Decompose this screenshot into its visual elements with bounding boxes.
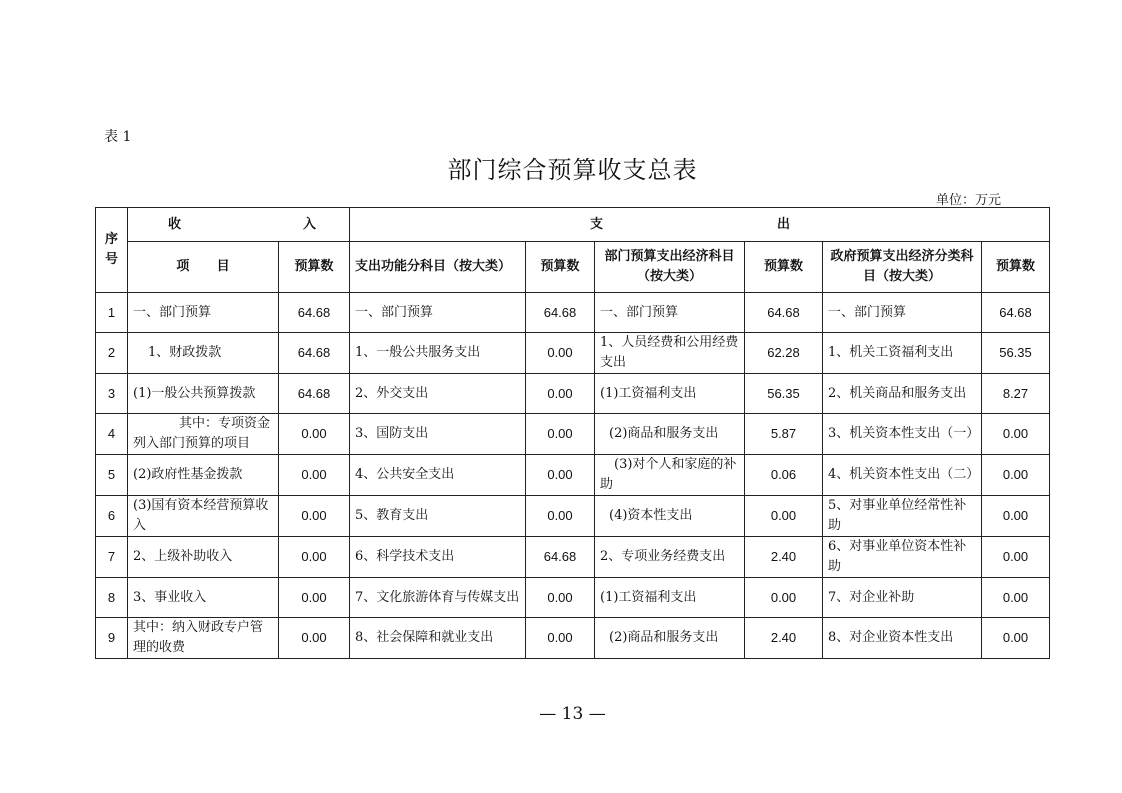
dept-item-cell: (2)商品和服务支出 xyxy=(595,414,745,455)
gov-amount-cell: 64.68 xyxy=(982,293,1050,333)
gov-amount-cell: 0.00 xyxy=(982,537,1050,578)
gov-item-cell: 1、机关工资福利支出 xyxy=(823,333,982,374)
func-item-cell: 5、教育支出 xyxy=(350,496,526,537)
dept-item-cell: (2)商品和服务支出 xyxy=(595,618,745,659)
func-item-cell: 4、公共安全支出 xyxy=(350,455,526,496)
gov-item-cell: 3、机关资本性支出（一） xyxy=(823,414,982,455)
gov-econ-header: 政府预算支出经济分类科目（按大类） xyxy=(823,242,982,293)
func-item-cell: 6、科学技术支出 xyxy=(350,537,526,578)
dept-item-cell: (3)对个人和家庭的补助 xyxy=(595,455,745,496)
func-item-cell: 7、文化旅游体育与传媒支出 xyxy=(350,578,526,618)
table-row xyxy=(96,496,1050,537)
income-header-char-1: 收 xyxy=(168,216,182,232)
table-row xyxy=(96,578,1050,618)
expense-header-char-1: 支 xyxy=(590,216,604,232)
income-item-cell: (1)一般公共预算拨款 xyxy=(128,374,279,414)
income-item-cell: 1、财政拨款 xyxy=(128,333,279,374)
func-amount-cell: 0.00 xyxy=(526,414,595,455)
income-item-cell: 其中：专项资金列入部门预算的项目 xyxy=(128,414,279,455)
func-budget-header: 预算数 xyxy=(526,242,595,293)
dept-item-cell: (4)资本性支出 xyxy=(595,496,745,537)
dept-item-cell: 2、专项业务经费支出 xyxy=(595,537,745,578)
seq-cell: 3 xyxy=(96,374,128,414)
gov-item-cell: 一、部门预算 xyxy=(823,293,982,333)
gov-amount-cell: 56.35 xyxy=(982,333,1050,374)
gov-item-cell: 6、对事业单位资本性补助 xyxy=(823,537,982,578)
income-amount-cell: 64.68 xyxy=(279,293,350,333)
gov-amount-cell: 8.27 xyxy=(982,374,1050,414)
header-row-top xyxy=(96,208,1050,242)
dept-item-cell: (1)工资福利支出 xyxy=(595,374,745,414)
seq-header xyxy=(96,208,128,293)
page-title: 部门综合预算收支总表 xyxy=(447,156,698,184)
gov-amount-cell: 0.00 xyxy=(982,496,1050,537)
income-budget-header: 预算数 xyxy=(279,242,350,293)
gov-item-cell: 7、对企业补助 xyxy=(823,578,982,618)
func-item-cell: 3、国防支出 xyxy=(350,414,526,455)
seq-cell: 1 xyxy=(96,293,128,333)
expense-group-header xyxy=(350,208,1050,242)
func-amount-cell: 0.00 xyxy=(526,333,595,374)
gov-item-cell: 8、对企业资本性支出 xyxy=(823,618,982,659)
income-item-cell: (3)国有资本经营预算收入 xyxy=(128,496,279,537)
gov-item-cell: 2、机关商品和服务支出 xyxy=(823,374,982,414)
seq-cell: 6 xyxy=(96,496,128,537)
income-amount-cell: 0.00 xyxy=(279,578,350,618)
gov-item-cell: 4、机关资本性支出（二） xyxy=(823,455,982,496)
income-header-char-2: 入 xyxy=(302,216,316,232)
table-row xyxy=(96,374,1050,414)
dept-amount-cell: 64.68 xyxy=(745,293,823,333)
gov-amount-cell: 0.00 xyxy=(982,618,1050,659)
dept-amount-cell: 0.00 xyxy=(745,578,823,618)
table-row xyxy=(96,455,1050,496)
dept-amount-cell: 2.40 xyxy=(745,537,823,578)
dept-amount-cell: 0.06 xyxy=(745,455,823,496)
gov-amount-cell: 0.00 xyxy=(982,414,1050,455)
seq-cell: 7 xyxy=(96,537,128,578)
table-row xyxy=(96,333,1050,374)
expense-header-char-2: 出 xyxy=(776,216,790,232)
page-number: — 13 — xyxy=(539,704,606,724)
func-item-cell: 2、外交支出 xyxy=(350,374,526,414)
seq-cell: 2 xyxy=(96,333,128,374)
dept-econ-header: 部门预算支出经济科目（按大类） xyxy=(595,242,745,293)
table-row xyxy=(96,293,1050,333)
item-header: 项 目 xyxy=(128,242,279,293)
seq-cell: 4 xyxy=(96,414,128,455)
func-item-cell: 1、一般公共服务支出 xyxy=(350,333,526,374)
table-row xyxy=(96,537,1050,578)
dept-amount-cell: 0.00 xyxy=(745,496,823,537)
dept-amount-cell: 56.35 xyxy=(745,374,823,414)
dept-item-cell: 一、部门预算 xyxy=(595,293,745,333)
seq-header-label: 序号 xyxy=(104,232,118,267)
seq-cell: 9 xyxy=(96,618,128,659)
dept-item-cell: 1、人员经费和公用经费支出 xyxy=(595,333,745,374)
income-group-header xyxy=(128,208,350,242)
func-amount-cell: 64.68 xyxy=(526,293,595,333)
func-amount-cell: 0.00 xyxy=(526,455,595,496)
income-amount-cell: 0.00 xyxy=(279,618,350,659)
gov-item-cell: 5、对事业单位经常性补助 xyxy=(823,496,982,537)
table-number-label: 表 1 xyxy=(104,129,132,145)
income-amount-cell: 0.00 xyxy=(279,414,350,455)
table-row xyxy=(96,414,1050,455)
func-amount-cell: 64.68 xyxy=(526,537,595,578)
func-amount-cell: 0.00 xyxy=(526,578,595,618)
gov-budget-header: 预算数 xyxy=(982,242,1050,293)
seq-cell: 8 xyxy=(96,578,128,618)
budget-summary-table xyxy=(95,207,1050,659)
dept-amount-cell: 2.40 xyxy=(745,618,823,659)
income-item-cell: 3、事业收入 xyxy=(128,578,279,618)
dept-item-cell: (1)工资福利支出 xyxy=(595,578,745,618)
dept-amount-cell: 5.87 xyxy=(745,414,823,455)
seq-cell: 5 xyxy=(96,455,128,496)
income-item-cell: 2、上级补助收入 xyxy=(128,537,279,578)
func-item-cell: 一、部门预算 xyxy=(350,293,526,333)
income-item-cell: 其中：纳入财政专户管理的收费 xyxy=(128,618,279,659)
income-amount-cell: 64.68 xyxy=(279,374,350,414)
dept-amount-cell: 62.28 xyxy=(745,333,823,374)
func-amount-cell: 0.00 xyxy=(526,374,595,414)
func-item-cell: 8、社会保障和就业支出 xyxy=(350,618,526,659)
gov-amount-cell: 0.00 xyxy=(982,578,1050,618)
income-amount-cell: 0.00 xyxy=(279,496,350,537)
unit-label: 单位：万元 xyxy=(936,193,1002,208)
income-amount-cell: 64.68 xyxy=(279,333,350,374)
income-item-cell: (2)政府性基金拨款 xyxy=(128,455,279,496)
func-amount-cell: 0.00 xyxy=(526,618,595,659)
income-item-cell: 一、部门预算 xyxy=(128,293,279,333)
header-row-sub xyxy=(96,242,1050,293)
func-amount-cell: 0.00 xyxy=(526,496,595,537)
gov-amount-cell: 0.00 xyxy=(982,455,1050,496)
dept-budget-header: 预算数 xyxy=(745,242,823,293)
func-class-header: 支出功能分科目（按大类） xyxy=(350,242,526,293)
income-amount-cell: 0.00 xyxy=(279,537,350,578)
table-row xyxy=(96,618,1050,659)
income-amount-cell: 0.00 xyxy=(279,455,350,496)
